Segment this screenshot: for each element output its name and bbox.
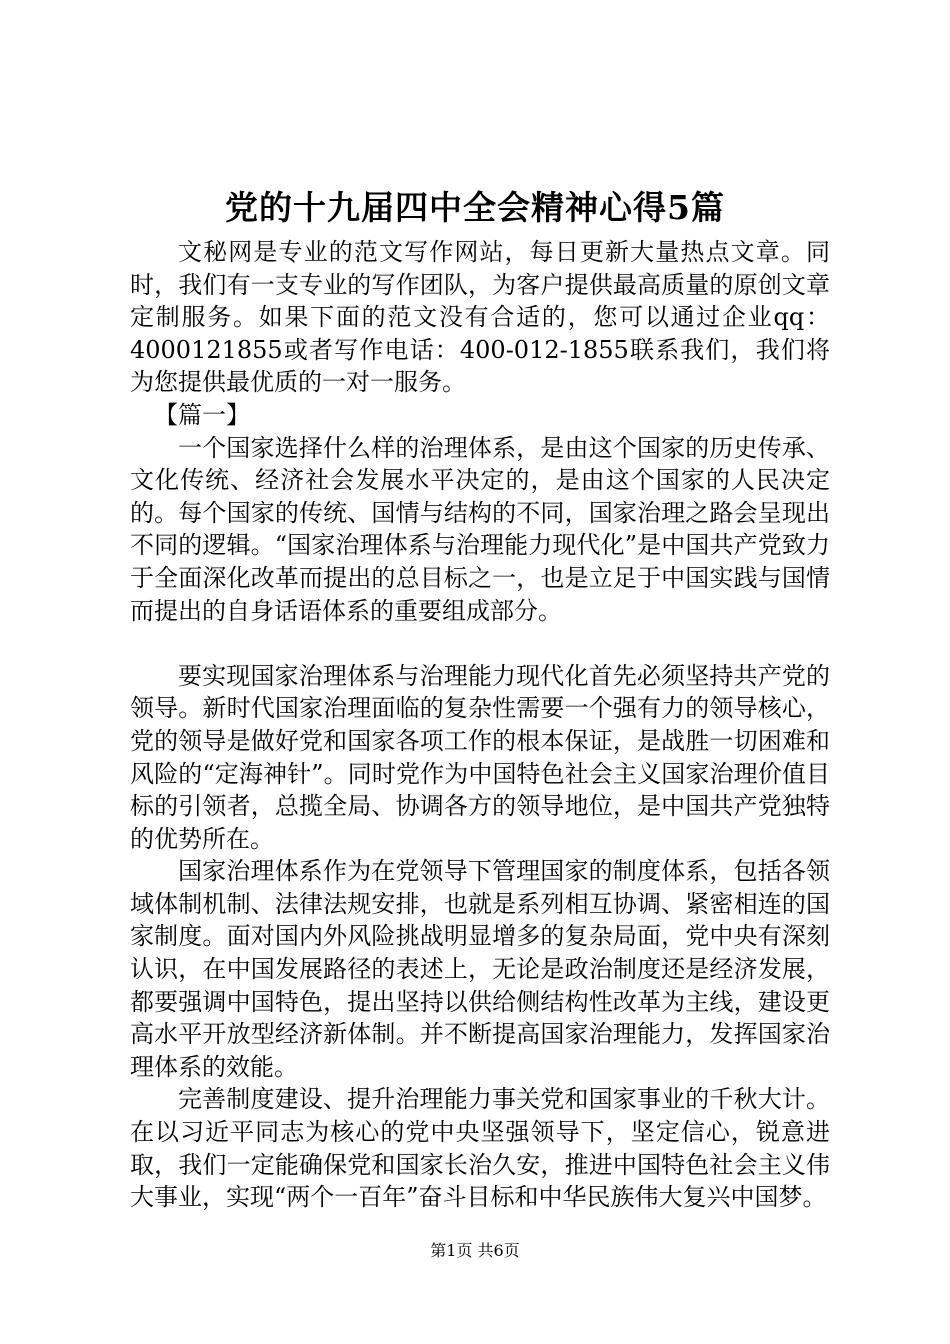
page-indicator: 第1页 共6页 [430, 1241, 520, 1260]
body-paragraph: 一个国家选择什么样的治理体系，是由这个国家的历史传承、文化传统、经济社会发展水平决定的，是由这个国家的人民决定的。每个国家的传统、国情与结构的不同，国家治理之路会呈现出不同的逻辑。“国家治理体系与治理能力现代化”是中国共产党致力于全面深化改革而提出的总目标之一，也是立足于中国实践与国情而提出的自身话语体系的重要组成部分。 [130, 433, 830, 625]
section-heading: 【篇一】 [154, 400, 250, 429]
intro-paragraph: 文秘网是专业的范文写作网站，每日更新大量热点文章。同时，我们有一支专业的写作团队，为客户提供最高质量的原创文章定制服务。如果下面的范文没有合适的，您可以通过企业qq：4000121855或者写作电话：400-012-1855联系我们，我们将为您提供最优质的一对一服务。 [130, 238, 830, 397]
document-body [130, 236, 830, 1214]
body-paragraph: 完善制度建设、提升治理能力事关党和国家事业的千秋大计。在以习近平同志为核心的党中央坚强领导下，坚定信心，锐意进取，我们一定能确保党和国家长治久安，推进中国特色社会主义伟大事业，实现“两个一百年”奋斗目标和中华民族伟大复兴中国梦。 [130, 1085, 830, 1212]
body-paragraph: 国家治理体系作为在党领导下管理国家的制度体系，包括各领域体制机制、法律法规安排，也就是系列相互协调、紧密相连的国家制度。面对国内外风险挑战明显增多的复杂局面，党中央有深刻认识，在中国发展路径的表述上，无论是政治制度还是经济发展，都要强调中国特色，提出坚持以供给侧结构性改革为主线，建设更高水平开放型经济新体制。并不断提高国家治理能力，发挥国家治理体系的效能。 [130, 857, 830, 1081]
body-paragraph: 要实现国家治理体系与治理能力现代化首先必须坚持共产党的领导。新时代国家治理面临的复杂性需要一个强有力的领导核心，党的领导是做好党和国家各项工作的根本保证，是战胜一切困难和风险的“定海神针”。同时党作为中国特色社会主义国家治理价值目标的引领者，总揽全局、协调各方的领导地位，是中国共产党独特的优势所在。 [130, 661, 830, 853]
document-title: 党的十九届四中全会精神心得5篇 [225, 188, 725, 227]
paragraph-spacer [130, 627, 830, 660]
